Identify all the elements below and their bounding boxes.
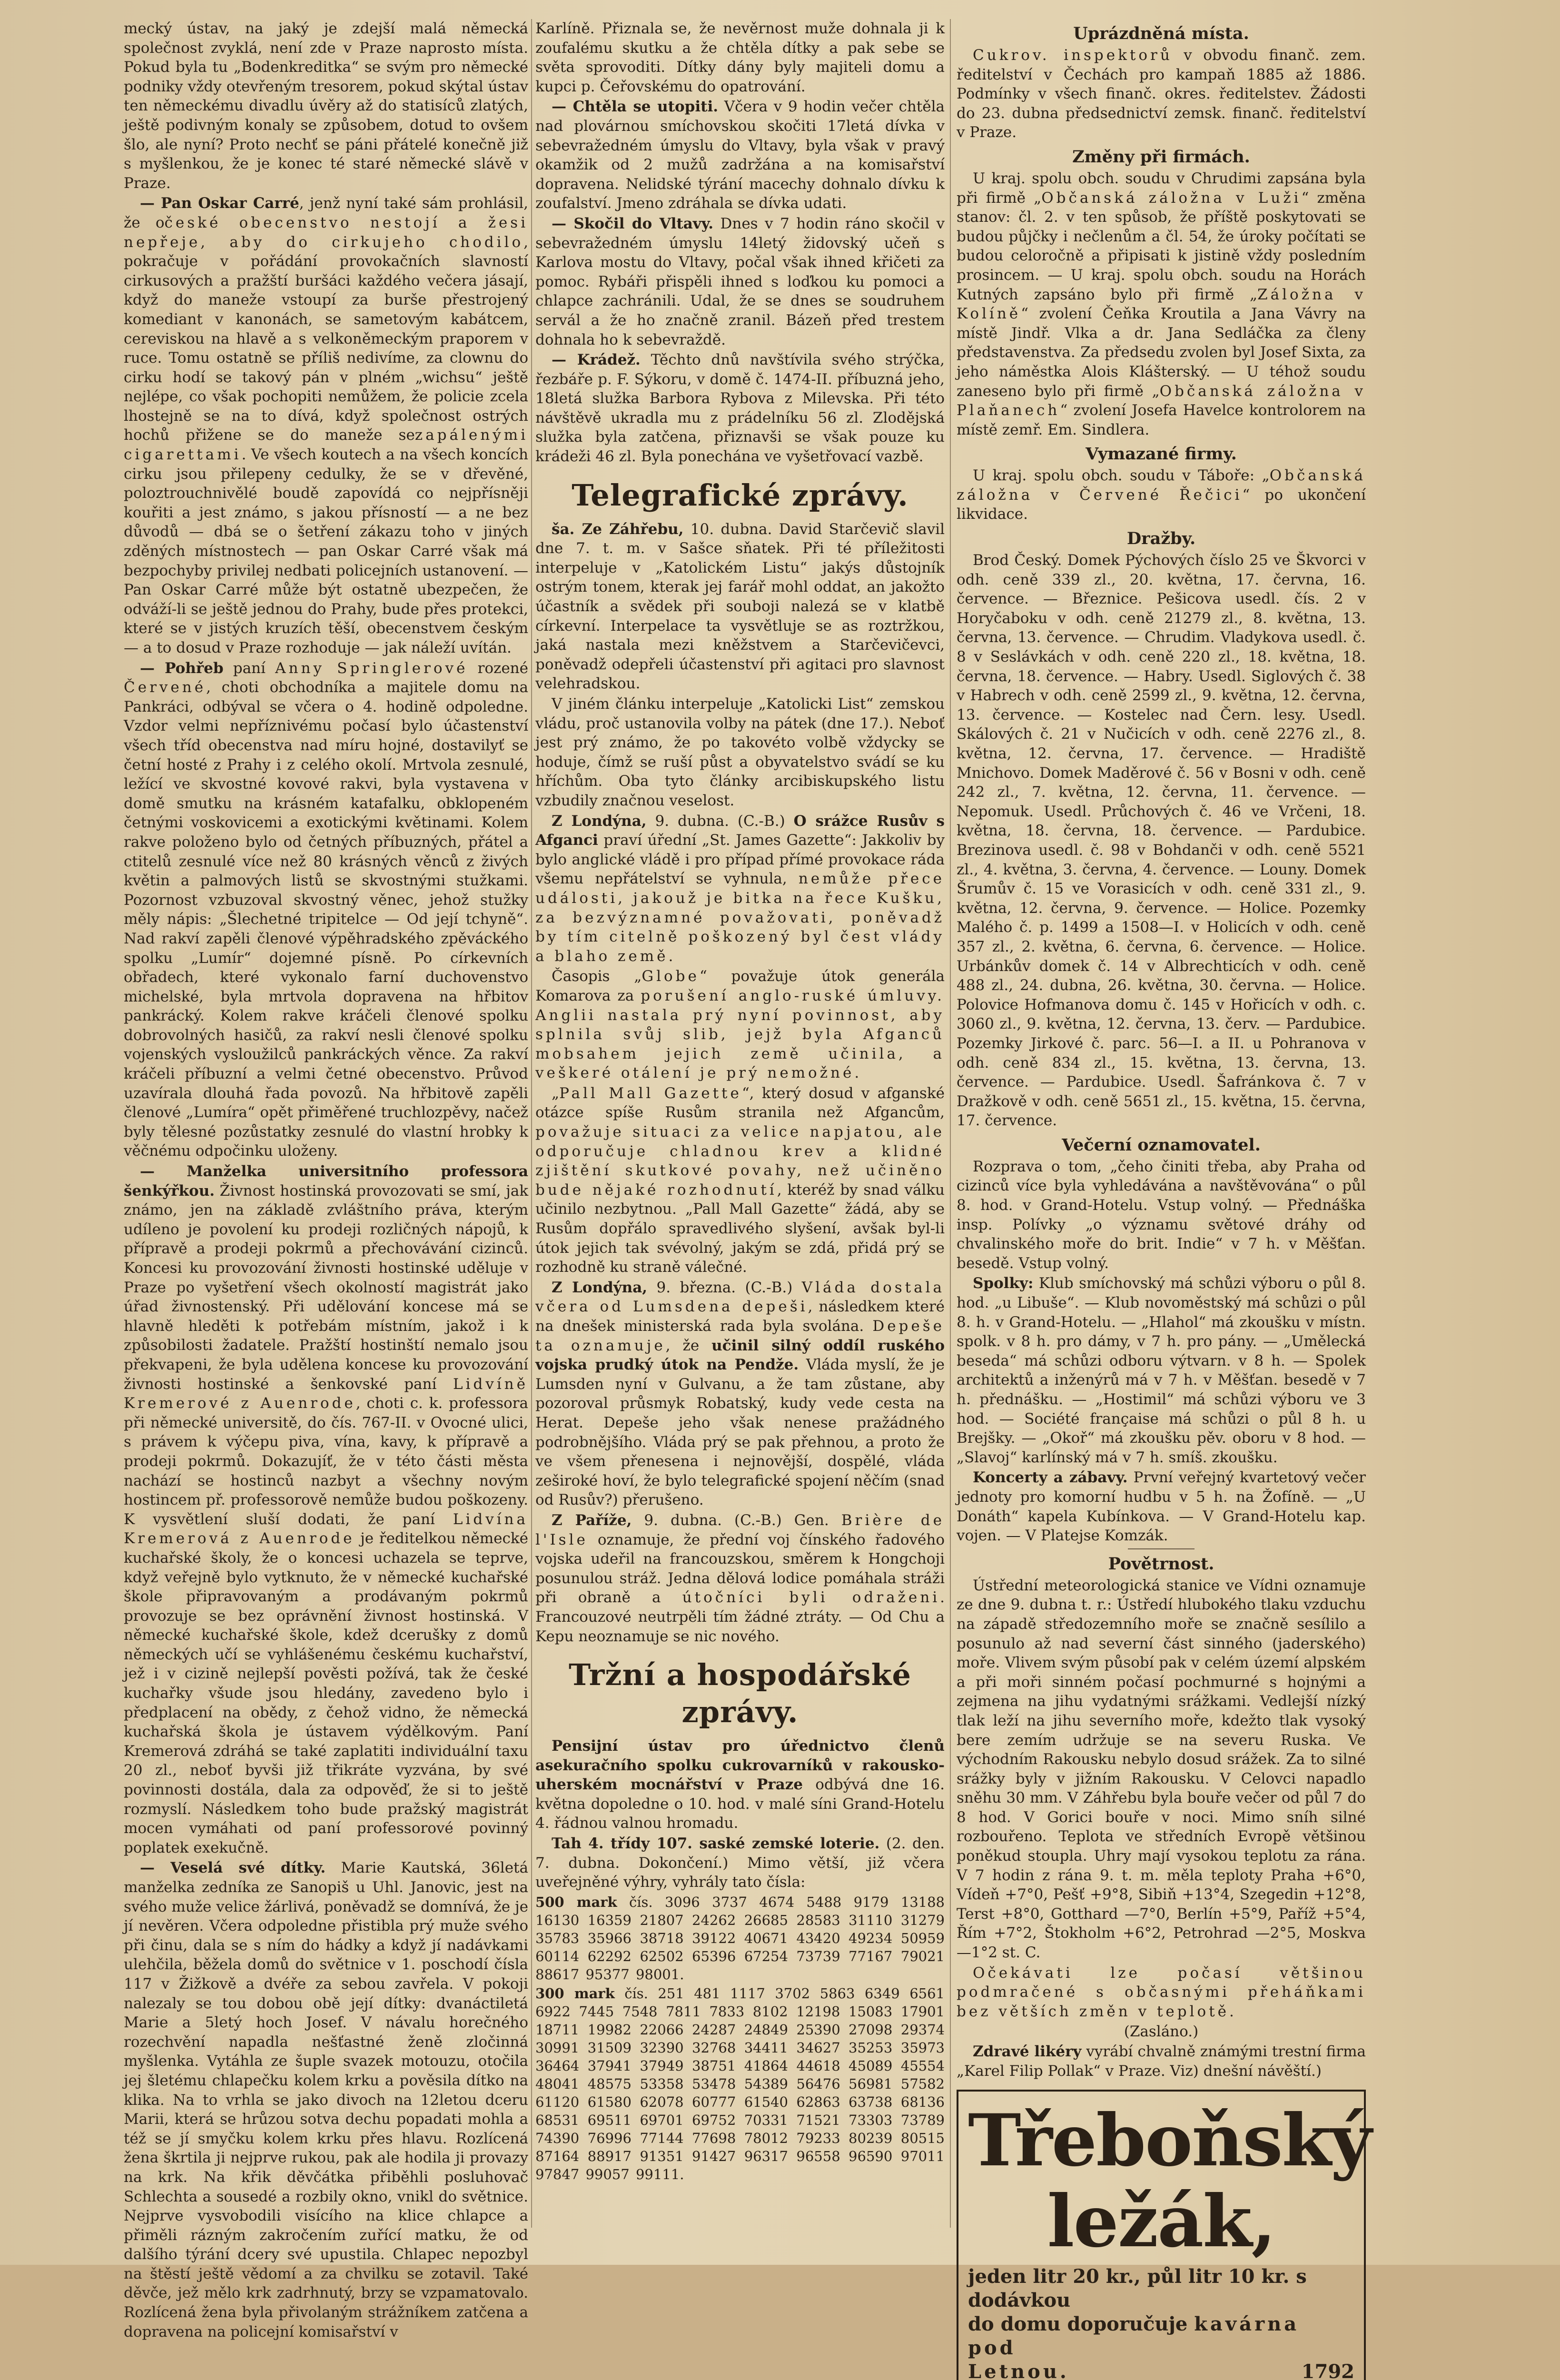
paragraph-deleted-firms: U kraj. spolu obch. soudu v Táboře: „Občanská záložna v Červené Řečici“ po ukončení likvidace. — [957, 467, 1366, 523]
paragraph-firm-changes: U kraj. spolu obch. soudu v Chrudimi zapsána byla při firmě „Občanská záložna v Luži“ změna stanov: čl. 2. v ten spůsob, že příště poskytovati se budou půjčky i nečlenům a čl. 54, že úroky počítati se budou celoročně a připisati k jistině vždy posledním prosincem. — U kraj. spolu obch. soudu na Horách Kutných zapsáno bylo při firmě „Záložna v Kolíně“ zvolení Čeňka Kroutila a Jana Vávry na místě Jindř. Vlka a dr. Jana Sedláčka za členy představenstva. Za předsedu zvolen byl Josef Sixta, za jeho náměstka Alois Klášterský. — U téhož soudu zaneseno bylo při firmě „Občanská záložna v Plaňanech“ zvolení Josefa Havelce kontrolorem na místě zemř. Em. Sindlera. — [957, 169, 1366, 438]
ad-line: do domu doporučuje kavárna pod — [968, 2312, 1300, 2359]
section-title-deleted-firms: Vymazané firmy. — [1086, 444, 1237, 464]
column-1 — [124, 19, 529, 2340]
article-skocil: — Skočil do Vltavy. Dnes v 7 hodin ráno skočil v sebevražedném úmyslu 14letý židovský učeň s Karlova mostu do Vltavy, počal však ihned křičeti za pomoc. Rybáři přispěli ihned s loďkou ku pomoci a chlapce zachránili. Udal, že se dnes se soudruhem servál a že ho značně zranil. Bázeň před trestem dohnala ho k sebevraždě. — [535, 215, 945, 348]
article-kradez: — Krádež. Těchto dnů navštívila svého strýčka, řezbáře p. F. Sýkoru, v domě č. 1474-II. příbuzná jeho, 18letá služka Barbora Rybova z Milevska. Při této návštěvě ukradla mu z prádelníku 56 zl. Zlodějská služka byla zatčena, přiznavši se však pouze ku krádeži 46 zl. Byla ponechána ve vyšetřovací vazbě. — [535, 351, 945, 466]
section-title-market: Tržní a hospodářské zprávy. — [568, 1657, 911, 1730]
divider — [1128, 1548, 1195, 1549]
ad-title: Třeboňský ležák, — [968, 2098, 1371, 2263]
paragraph-liqueur: Zdravé likéry vyrábí chvalně známými trestní firma „Karel Filip Pollak“ v Praze. Viz) dnešní návěští.) — [957, 2043, 1366, 2080]
column-rule — [950, 19, 951, 2228]
paragraph: V jiném článku interpeluje „Katolicki List“ zemskou vládu, proč ustanovila volby na pátek (dne 17.). Neboť jest prý známo, že po takovéto volbě vždycky se hoduje, čímž se ruší půst a obyvatelstvo svádí se ku hříchům. Oba tyto články arcibiskupského listu vzbudily značnou veselost. — [535, 695, 945, 809]
telegram-london-1: Z Londýna, 9. dubna. (C.-B.) O srážce Rusův s Afganci praví úřední „St. James Gazette“: Jakkoliv by bylo anglické vládě i pro případ přímé provokace ráda všemu nepřátelství se vyhnula, nemůže přece události, jakouž je bitka na řece Kušku, za bezvýznamné považovati, poněvadž by tím citelně poškozený byl čest vlády a blaho země. — [535, 812, 945, 965]
lottery-300: 300 mark čís. 251 481 1117 3702 5863 6349 6561 6922 7445 7548 7811 7833 8102 12198 15083 17901 18711 19982 22066 24287 24849 25390 27098 29374 30991 31509 32390 32768 34411 34627 35253 35973 36464 37941 37949 38751 41864 44618 45089 45554 48041 48575 53358 53478 54389 56476 56981 57582 61120 61580 62078 60777 61540 62863 63738 68136 68531 69511 69701 69752 70331 71521 73303 73789 74390 76996 77144 77698 78012 79233 80239 80515 87164 88917 91351 91427 96317 96558 96590 97011 97847 99057 99111. — [535, 1985, 945, 2182]
paragraph-forecast: Očekávati lze počasí většinou podmračené s občasnými přeháňkami bez větších změn v teplotě. — [957, 1964, 1366, 2020]
paragraph-weather: Ústřední meteorologická stanice ve Vídni oznamuje ze dne 9. dubna t. r.: Ústředí hlubokého tlaku vzduchu na západě středozemního moře se značně sesílilo a posunulo až nad severní část sinného (jaderského) moře. Vlivem svým působí pak v celém území alpském a při moři sinném počasí pochmurné s hojnými a zejmena na jihu vydatnými srážkami. Vedlejší nízký tlak leží na jihu severního moře, kdežto tlak vysoký bere zemím udržuje se na severu Ruska. Ve východním Rakousku nebylo dosud srážek. Za to silné srážky byly v jižním Rakousku. V Celovci napadlo sněhu 30 mm. V Záhřebu byla bouře večer od půl 7 do 8 hod. V Gorici bouře v noci. Mimo sníh silné rozbouřeno. Teplota ve středních Evropě většinou poněkud stoupla. Uhry mají vysokou teplotu za rána. V 7 hodin z rána 9. t. m. měla teploty Praha +6°0, Vídeň +7°0, Pešť +9°8, Sibiň +13°4, Szegedin +12°8, Terst +8°0, Gotthard —7°0, Berlín +5°9, Paříž +5°4, Řím +7°2, Štokholm +6°2, Petrohrad —2°5, Moskva —1°2 st. C. — [957, 1577, 1366, 1962]
telegram-paris: Z Paříže, 9. dubna. (C.-B.) Gen. Brière de l'Isle oznamuje, že přední voj čínského řadového vojska udeřil na francouzskou, směrem k Hongchoji posunulou stráž. Jedna dělová lodice pomáhala stráži při obraně a útočníci byli odraženi. Francouzové neutrpěli tím žádné ztráty. — Od Chu a Kepu neoznamuje se nic nového. — [535, 1511, 945, 1645]
telegram-london-2: Z Londýna, 9. března. (C.-B.) Vláda dostala včera od Lumsdena depeši, následkem které na dnešek ministerská rada byla svolána. Depeše ta oznamuje, že učinil silný oddíl ruského vojska prudký útok na Pendže. Vláda myslí, že je Lumsden nyní v Gulvanu, a že tam zůstane, aby pozoroval průsmyk Robatský, kudy vede cesta na Herat. Depeše jeho však nenese pražádného podrobnějšího. Vláda prý se pak přehnou, a proto že ve všem přenesena i nejnovější, dospělé, vláda zeširoké hoví, že bylo telegrafické spojení něčím (snad od Rusův?) přerušeno. — [535, 1279, 945, 1509]
section-title-weather: Povětrnost. — [1108, 1554, 1214, 1574]
paragraph-pall-mall: „Pall Mall Gazette“, který dosud v afganské otázce spíše Rusům stranila než Afgancům, považuje situaci za velice napjatou, ale odporučuje chladnou krev a klidné zjištění skutkové povahy, než učiněno bude nějaké rozhodnutí, kteréž by snad válku učinilo nezbytnou. „Pall Mall Gazette“ žádá, aby se Rusům dopřálo spravedlivého slyšení, avšak byl-li útok jejich tak svévolný, jakým se zdá, přidá prý se rozhodně ku straně válečné. — [535, 1084, 945, 1276]
column-2 — [535, 19, 945, 2247]
lottery-500: 500 mark čís. 3096 3737 4674 5488 9179 13188 16130 16359 21807 24262 26685 28583 31110 31279 35783 35966 38718 39122 40671 43420 49234 50959 60114 62292 62502 65396 67254 73739 77167 79021 88617 95377 98001. — [535, 1894, 945, 1983]
paragraph: Karlíně. Přiznala se, že nevěrnost muže dohnala ji k zoufalému skutku a že chtěla dítky a pak sebe se světa sprovoditi. Dítky dány byly majiteli domu a kupci p. Čeřovskému do opatrování. — [535, 20, 945, 95]
paragraph: mecký ústav, na jaký je zdejší malá německá společnost zvyklá, není zde v Praze naprosto místa. Pokud byla tu „Bodenkreditka“ se svým pro německé podniky vždy otevřeným tresorem, pokud skýtal ústav ten německému divadlu úvěry až do statisíců zlatých, ještě podivným konaly se způsobem, dotud to ovšem šlo, ale nyní? Proto nechť se páni přátelé konečně již s myšlenkou, že je konec té staré německé slávě v Praze. — [124, 20, 528, 192]
ad-line: jeden litr 20 kr., půl litr 10 kr. s dodávkou — [968, 2265, 1307, 2311]
section-title-evening: Večerní oznamovatel. — [1062, 1135, 1261, 1155]
zaslano-label: (Zasláno.) — [1124, 2023, 1199, 2041]
section-title-telegraph: Telegrafické zprávy. — [572, 477, 908, 513]
paragraph-globe: Časopis „Globe“ považuje útok generála Komarova za porušení anglo-ruské úmluvy. Anglii nastala prý nyní povinnost, aby splnila svůj slib, jejž byla Afganců mobsahem jejich země učinila, a veškeré otálení je prý nemožné. — [535, 968, 945, 1082]
section-title-vacancies: Uprázdněná místa. — [1073, 24, 1249, 43]
paragraph-concerts: Koncerty a zábavy. První veřejný kvartetový večer jednoty pro komorní hudbu v 5 h. na Žofíně. — „U Donáth“ kapela Kubínkova. — V Grand-Hotelu kap. vojen. — V Platejse Komzák. — [957, 1469, 1366, 1545]
column-rule — [531, 19, 532, 2228]
paragraph-evening: Rozprava o tom, „čeho činiti třeba, aby Praha od cizinců více byla vyhledávána a navštěvována“ o půl 8. hod. v Grand-Hotelu. Vstup volný. — Přednáška insp. Polívky „o významu světové dráhy od chvalinského moře do brit. Indie“ v 7 h. v Měšťan. besedě. Vstup volný. — [957, 1158, 1366, 1272]
lottery-heading: Tah 4. třídy 107. saské zemské loterie. (2. den. 7. dubna. Dokončení.) Mimo větší, již včera uveřejněné výhry, vyhrály tato čísla: — [535, 1835, 945, 1891]
section-title-firm-changes: Změny při firmách. — [1072, 147, 1250, 167]
column-3 — [957, 19, 1371, 2380]
article-kucharska-skola: — Manželka universitního professora šenkýřkou. Živnost hostinská provozovati se smí, jak známo, jen na základě zvláštního práva, kterým udíleno je povolení ku prodeji rozličných nápojů, k přípravě a prodeji pokrmů a přechovávání cizinců. Koncesi ku provozování živnosti hostinské uděluje v Praze po vyšetření všech okolností magistrát jako úřad živnostenský. Při udělování koncese má se hlavně hleděti k potřebám místním, jakož i k způsobilosti žadatele. Pražští hostinští nemalo jsou překvapeni, že byla udělena koncese ku provozování živnosti hostinské a šenkovské paní Lidvíně Kremerové z Auenrode, choti c. k. professora při německé universitě, do čís. 767-II. v Ovocné ulici, s právem k výčepu piva, vína, kavy, k přípravě a prodeji pokrmů. Dokazujíť, že v této části města nachází se hostinců nazbyt a všechny novým hostincem př. professorově nemůže budou poškozeny. K vysvětlení sluší dodati, že paní Lidvína Kremerová z Auenrode je ředitelkou německé kuchařské školy, že o koncesi uchazela se teprve, když veřejně bylo vytknuto, že v německé kuchařské škole připravovaným a prodávaným pokrmů provozuje se bez oprávnění živnost hostinská. V německé kuchařské škole, kdež dcerušky z domů německých učí se vyhlášenému českému kuchařství, jež i v cizině nejlepší pověsti požívá, tak že české kuchařky všude jsou hledány, zavedeno bylo i předplacení na obědy, z čehož vidno, že německá kuchařská škola je ústavem výdělkovým. Paní Kremerová zdráhá se také zaplatiti individuální taxu 20 zl., neboť byvši již třikráte vyzvána, by své povinnosti dostála, dala za odpověď, že si to ještě rozmyslí. Následkem toho bude pražský magistrát mocen vymáhati od paní professorové povinný poplatek exekučně. — [124, 1163, 529, 1856]
article-utopiti: — Chtěla se utopiti. Včera v 9 hodin večer chtěla nad plovárnou smíchovskou skočiti 17letá dívka v sebevražedném úmyslu do Vltavy, byla však v pravý okamžik od 2 mužů zadržána a na komisařství dopravena. Nelidské týrání macechy dohnalo dívku k zoufalství. Jmeno zdráhala se dívka udati. — [535, 98, 945, 212]
market-pension: Pensijní ústav pro úřednictvo členů asekuračního spolku cukrovarníků v rakousko-uherském mocnářství v Praze odbývá dne 16. května dopoledne o 10. hod. v malé síni Grand-Hotelu 4. řádnou valnou hromadu. — [535, 1737, 945, 1832]
advertisement-trebon-lager — [957, 2090, 1371, 2380]
paragraph-societies: Spolky: Klub smíchovský má schůzi výboru o půl 8. hod. „u Libuše“. — Klub novoměstský má schůzi o půl 8. h. v Grand-Hotelu. — „Hlahol“ má zkoušku v místn. spolk. v 8 h. pro dámy, v 7 h. pro pány. — „Umělecká beseda“ má schůzi odboru výtvarn. v 8 h. — Spolek architektů a inženýrů má v 7 h. v Měšťan. besedě v 7 h. přednášku. — „Hostimil“ má schůzi výboru ve 3 hod. — Société française má schůzi o půl 8 h. u Brejšky. — „Okoř“ má zkoušku pěv. oboru v 8 hod. — „Slavoj“ karlínský má v 7 h. smíš. zkoušku. — [957, 1275, 1366, 1466]
article-carre: — Pan Oskar Carré, jenž nyní také sám prohlásil, že očeské obecenstvo nestojí a žesi nepřeje, aby do cirkujeho chodilo, pokračuje v pořádání provokačních slavností cirkusových a pražští buršáci každého večera jásají, když do maneže vstoupí za burše přestrojený komediant v kanonách, se sametovým kabátcem, cereviskou na hlavě a s velkoněmeckým praporem v ruce. Tomu ostatně se příliš nedivíme, za clownu do cirku hodí se takový pán v plném „wichsu“ ještě nejlépe, co však pochopiti nemůžem, že policie zcela lhostejně se na to dívá, když společnost ostrých hochů přižene se do maneže sezapálenými cigarettami. Ve všech koutech a na všech koncích cirku jsou přilepeny cedulky, že se v dřevěné, poloztrouchnivělé boudě zapovídá co nejpřísněji kouřiti a jest známo, s jakou přísností — a ne bez důvodů — dbá se o šetření zákazu toho v jiných zděných místnostech — pan Oskar Carré však má bezpochyby privilej nedbati policejních ustanovení. — Pan Oskar Carré může být ostatně ubezpečen, že odváží-li se ještě jednou do Prahy, bude přes protekci, které se v jistých kruzích těší, obecenstvem českým — a to dosud v Praze rozhoduje — jak náleží uvítán. — [124, 195, 529, 656]
article-veselka: — Veselá své dítky. Marie Kautská, 36letá manželka zedníka ze Sanopiš u Uhl. Janovic, jest na svého muže velice žárlivá, poněvadž se domnívá, že je jí nevěren. Včera odpoledne přistibla prý muže svého při činu, dala se s ním do hádky a když jí nadávkami ulehčila, běžela domů do světnice v 1. poschodí čísla 117 v Žižkově a dvéře za sebou zavřela. V pokoji nalezaly se tou dobou obě její dítky: dvanáctiletá Marie a 5letý hoch Josef. V návalu horečného rozechvění napadla nešťastné ženě zločinná myšlenka. Vytáhla ze šuple svazek motouzu, otočila jej šletému chlapečku kolem krku a pověsila dítko na klika. Na to vrhla se jako divoch na 12letou dceru Marii, která se hrůzou sotva dechu popadati mohla a též se jí smyčku kolem krku přes hlavu. Rozlícená žena škrtila ji nejprve rukou, pak ale hodila ji provazy na krk. Na křik děvčátka přiběhli posluhovač Schlechta a sousedé a rozbily okno, vnikl do světnice. Nejprve vysvobodili visícího na klice chlapce a přiměli rázným zakročením zuřící matku, že od dalšího týrání dcery své upustila. Chlapec nepozbyl na štěstí ještě vědomí a za chvilku se zotavil. Také děvče, jež mělo krk zadrhnutý, brzy se vzpamatovalo. Rozlícená žena byla přivolaným strážníkem zatčena a dopravena na policejní komisařství v — [124, 1859, 528, 2340]
paragraph-auctions: Brod Český. Domek Pýchových číslo 25 ve Škvorci v odh. ceně 339 zl., 20. května, 17. června, 16. července. — Březnice. Pešicova usedl. čís. 2 v Horyčaboku v odh. ceně 21279 zl., 8. května, 13. června, 13. července. — Chrudim. Vladykova usedl. č. 8 v Seslávkách v odh. ceně 220 zl., 18. května, 18. června, 18. července. — Habry. Usedl. Siglových č. 38 v Habrech v odh. ceně 2599 zl., 9. května, 12. června, 13. července. — Kostelec nad Čern. lesy. Usedl. Skálových č. 21 v Nučicích v odh. ceně 2276 zl., 8. května, 12. června, 17. července. — Hradiště Mnichovo. Domek Maděrové č. 56 v Bosni v odh. ceně 242 zl., 7. května, 12. června, 11. července. — Nepomuk. Usedl. Průchových č. 46 ve Vrčeni, 18. května, 18. června, 18. července. — Pardubice. Brezinova usedl. č. 98 v Bohdanči v odh. ceně 5521 zl., 4. května, 3. června, 4. července. — Louny. Domek Šrumův č. 15 ve Vorasicích v odh. ceně 331 zl., 9. května, 12. června, 9. července. — Holice. Pozemky Malého č. p. 1499 a 1508—I. v Holicích v odh. ceně 357 zl., 2. května, 6. června, 6. července. — Holice. Urbánkův domek č. 14 v Albrechticích v odh. ceně 488 zl., 24. dubna, 26. května, 30. června. — Holice. Polovice Hofmanova domu č. 145 v Hořicích v odh. c. 3060 zl., 9. května, 12. června, 13. červ. — Pardubice. Pozemky Jirkové č. parc. 56—I. a II. u Pohranova v odh. ceně 834 zl., 15. května, 13. června, 13. července. — Pardubice. Usedl. Šafránkova č. 7 v Dražkově v odh. ceně 5651 zl., 15. května, 15. června, 17. července. — [957, 552, 1366, 1130]
telegram-zagreb: ša. Ze Záhřebu, 10. dubna. David Starčevič slavil dne 7. t. m. v Sašce sňatek. Při té příležitosti interpeluje v „Katolickém Listu“ jakýs důstojník ostrým tonem, kterak jej farář mohl oddat, an jakožto účastník a svědek při souboji nalezá se v klatbě církevní. Interpelace ta vysvětluje se as roztržkou, jaká nastala mezi kněžstvem a Starčevičevci, poněvadž odepřeli účastenství při agitaci pro slavnost velehradskou. — [535, 520, 945, 693]
ad-line: Letnou. 1792 — [968, 2360, 1354, 2380]
section-title-auctions: Dražby. — [1126, 529, 1196, 549]
paragraph-vacancies: Cukrov. inspektorů v obvodu finanč. zem. ředitelství v Čechách pro kampaň 1885 až 1886. Podmínky v všech finanč. okres. ředitelstev. Žádosti do 23. dubna předsednictví zemsk. finanč. ředitelství v Praze. — [957, 47, 1366, 141]
article-pohreb: — Pohřeb paní Anny Springlerové rozené Červené, choti obchodníka a majitele domu na Pankráci, odbýval se včera o 4. hodině odpoledne. Vzdor velmi nepříznivému počasí bylo účastenství všech tříd obecenstva nad míru hojné, dostavilyť se četní hosté z Prahy i z celého okolí. Mrtvola zesnulé, ležící ve skvostné kovové rakvi, byla vystavena v domě smutku na krásném katafalku, obklopeném četnými voskovicemi a exotickými květinami. Kolem rakve položeno bylo od četných příbuzných, přátel a ctitelů zesnulé více než 80 krásných věnců z živých květin a palmových listů se skvostnými stužkami. Pozornost vzbuzoval skvostný věnec, jehož stužky měly nápis: „Šlechetné tripitelce — Od její tchyně“. Nad rakví zapěli členové výpěhradského zpěváckého spolku „Lumír“ dojemné písně. Po církevních obřadech, které vykonalo farní duchovenstvo michelské, byla mrtvola dopravena na hřbitov pankrácký. Kolem rakve kráčeli členové spolku dobrovolných hasičů, za rakví nesli členové spolku vojenských vysloužilců pankráckých věnce. Za rakví kráčeli příbuzní a velmi četné obecenstvo. Průvod uzavírala dlouhá řada povozů. Na hřbitově zapěli členové „Lumíra“ opět přiměřené truchlozpěvy, načež byly tělesné pozůstatky zesnulé do vlastní hrobky k věčnému odpočinku uloženy. — [124, 659, 528, 1160]
